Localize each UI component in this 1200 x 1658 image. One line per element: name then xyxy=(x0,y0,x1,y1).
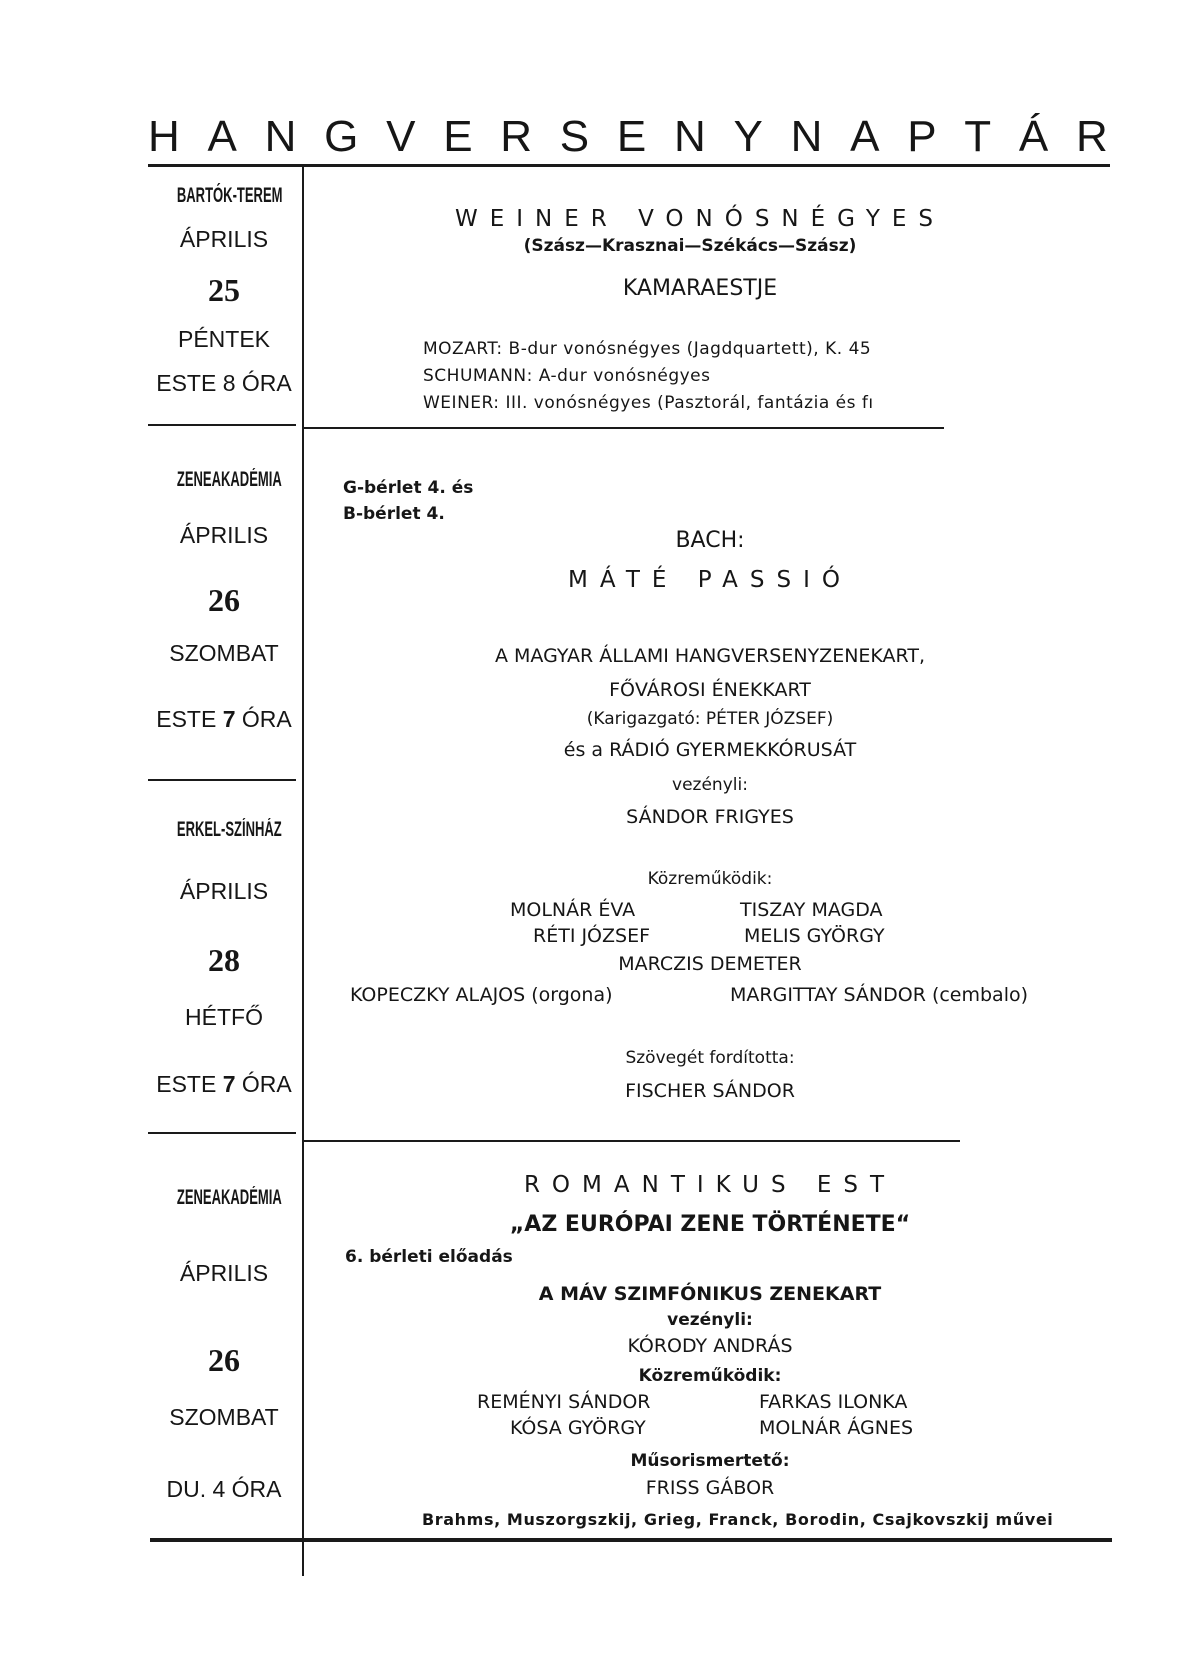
title-letter: N xyxy=(790,112,823,161)
venue-name: ERKEL-SZÍNHÁZ xyxy=(176,818,282,841)
title-letter: E xyxy=(616,112,647,161)
soloist-name: MOLNÁR ÁGNES xyxy=(759,1417,914,1439)
title-letter: A xyxy=(850,112,880,161)
event-weekday: PÉNTEK xyxy=(177,326,271,352)
time-suffix: ÓRA xyxy=(241,1071,292,1097)
title-letter: G xyxy=(324,112,359,161)
event-day: 26 xyxy=(208,582,240,618)
presenter-name: FRISS GÁBOR xyxy=(645,1477,775,1499)
venue-name: ZENEAKADÉMIA xyxy=(176,468,282,491)
conductor-label: vezényli: xyxy=(672,775,748,795)
soloist-name: TISZAY MAGDA xyxy=(740,899,883,921)
translator-label: Szövegét fordította: xyxy=(625,1048,795,1068)
title-letter: N xyxy=(264,112,297,161)
event-time xyxy=(148,1071,300,1098)
title-letter: R xyxy=(1076,112,1108,161)
event-day: 26 xyxy=(208,1342,240,1378)
composer-name: BACH: xyxy=(675,528,745,553)
soloist-name: MARCZIS DEMETER xyxy=(618,953,802,975)
event-type: KAMARAESTJE xyxy=(622,276,778,301)
section-divider xyxy=(304,1140,960,1142)
event-4-venue-wrap xyxy=(148,1186,300,1210)
event-month: ÁPRILIS xyxy=(179,522,269,548)
soloist-name: REMÉNYI SÁNDOR xyxy=(477,1391,651,1413)
time-suffix: ÓRA xyxy=(241,706,292,732)
event-3-venue-wrap xyxy=(148,818,300,842)
presenter-label: Műsorismertető: xyxy=(630,1451,790,1471)
title-letter: P xyxy=(907,112,937,161)
venue-name: BARTÓK-TEREM xyxy=(176,184,283,207)
work-title: MÁTÉ PASSIÓ xyxy=(568,567,852,593)
subscription-line: 6. bérleti előadás xyxy=(345,1247,513,1267)
conductor-name: KÓRODY ANDRÁS xyxy=(627,1335,793,1357)
title-letter: E xyxy=(443,112,473,161)
title-underline xyxy=(148,164,1110,167)
title-letter: V xyxy=(386,112,416,161)
soloists-label: Közreműködik: xyxy=(638,1366,782,1386)
event-time xyxy=(148,706,300,733)
subscription-line: B-bérlet 4. xyxy=(343,504,445,524)
event-weekday: SZOMBAT xyxy=(169,1404,279,1430)
title-letter: S xyxy=(559,112,590,161)
event-day: 25 xyxy=(208,272,240,308)
event-title: ROMANTIKUS EST xyxy=(523,1172,897,1198)
organist-name: KOPECZKY ALAJOS (orgona) xyxy=(350,984,613,1006)
event-weekday: SZOMBAT xyxy=(169,640,279,666)
section-divider xyxy=(148,779,296,781)
cembalist-name: MARGITTAY SÁNDOR (cembalo) xyxy=(730,984,1029,1006)
soloist-name: MELIS GYÖRGY xyxy=(744,925,885,947)
series-title: „AZ EURÓPAI ZENE TÖRTÉNETE“ xyxy=(509,1212,911,1237)
section-divider xyxy=(304,427,944,429)
event-weekday: HÉTFŐ xyxy=(185,1004,263,1030)
program-line: MOZART: B-dur vonósnégyes (Jagdquartett), K. 45 xyxy=(423,339,872,359)
event-time: ESTE 8 ÓRA xyxy=(156,370,292,396)
ensemble-line: (Karigazgató: PÉTER JÓZSEF) xyxy=(586,709,834,729)
conductor-name: SÁNDOR FRIGYES xyxy=(626,806,794,828)
time-number: 7 xyxy=(222,1071,236,1097)
title-letter: T xyxy=(964,112,992,161)
time-prefix: ESTE xyxy=(156,706,217,732)
ensemble-line: és a RÁDIÓ GYERMEKKÓRUSÁT xyxy=(563,739,857,761)
event-day: 28 xyxy=(208,942,240,978)
time-number: 7 xyxy=(222,706,236,732)
section-divider xyxy=(148,424,296,426)
event-time: DU. 4 ÓRA xyxy=(166,1476,282,1502)
event-month: ÁPRILIS xyxy=(179,226,269,252)
title-letter: R xyxy=(500,112,533,161)
time-prefix: ESTE xyxy=(156,1071,217,1097)
bottom-rule xyxy=(150,1538,1112,1542)
soloist-name: RÉTI JÓZSEF xyxy=(533,925,651,947)
event-month: ÁPRILIS xyxy=(179,1260,269,1286)
conductor-label: vezényli: xyxy=(667,1310,753,1330)
ensemble-line: A MAGYAR ÁLLAMI HANGVERSENYZENEKART, xyxy=(494,645,925,667)
translator-name: FISCHER SÁNDOR xyxy=(625,1080,795,1102)
program-line: WEINER: III. vonósnégyes (Pasztorál, fantázia és fı xyxy=(423,393,874,413)
soloist-name: FARKAS ILONKA xyxy=(759,1391,908,1413)
program-line: SCHUMANN: A-dur vonósnégyes xyxy=(423,366,711,386)
subscription-line: G-bérlet 4. és xyxy=(343,478,474,498)
venue-name: ZENEAKADÉMIA xyxy=(176,1186,282,1209)
title-letter: H xyxy=(148,112,180,161)
soloists-label: Közreműködik: xyxy=(647,869,773,889)
ensemble-line: FŐVÁROSI ÉNEKKART xyxy=(609,679,811,701)
event-1-venue-wrap xyxy=(148,184,300,208)
page-title xyxy=(148,112,1108,172)
column-divider xyxy=(302,166,304,1576)
title-letter: Á xyxy=(1018,112,1049,161)
orchestra-name: A MÁV SZIMFÓNIKUS ZENEKART xyxy=(538,1283,882,1305)
title-letter: Y xyxy=(733,112,763,161)
event-month: ÁPRILIS xyxy=(179,878,269,904)
title-letter: N xyxy=(673,112,706,161)
event-2-venue-wrap xyxy=(148,468,300,492)
quartet-members: (Szász—Krasznai—Székács—Szász) xyxy=(523,236,857,256)
title-letter: A xyxy=(207,112,237,161)
section-divider xyxy=(148,1132,296,1134)
program-line: Brahms, Muszorgszkij, Grieg, Franck, Borodin, Csajkovszkij művei xyxy=(422,1510,1054,1529)
soloist-name: KÓSA GYÖRGY xyxy=(510,1417,646,1439)
soloist-name: MOLNÁR ÉVA xyxy=(510,899,636,921)
performer-name: WEINER VONÓSNÉGYES xyxy=(454,206,946,232)
